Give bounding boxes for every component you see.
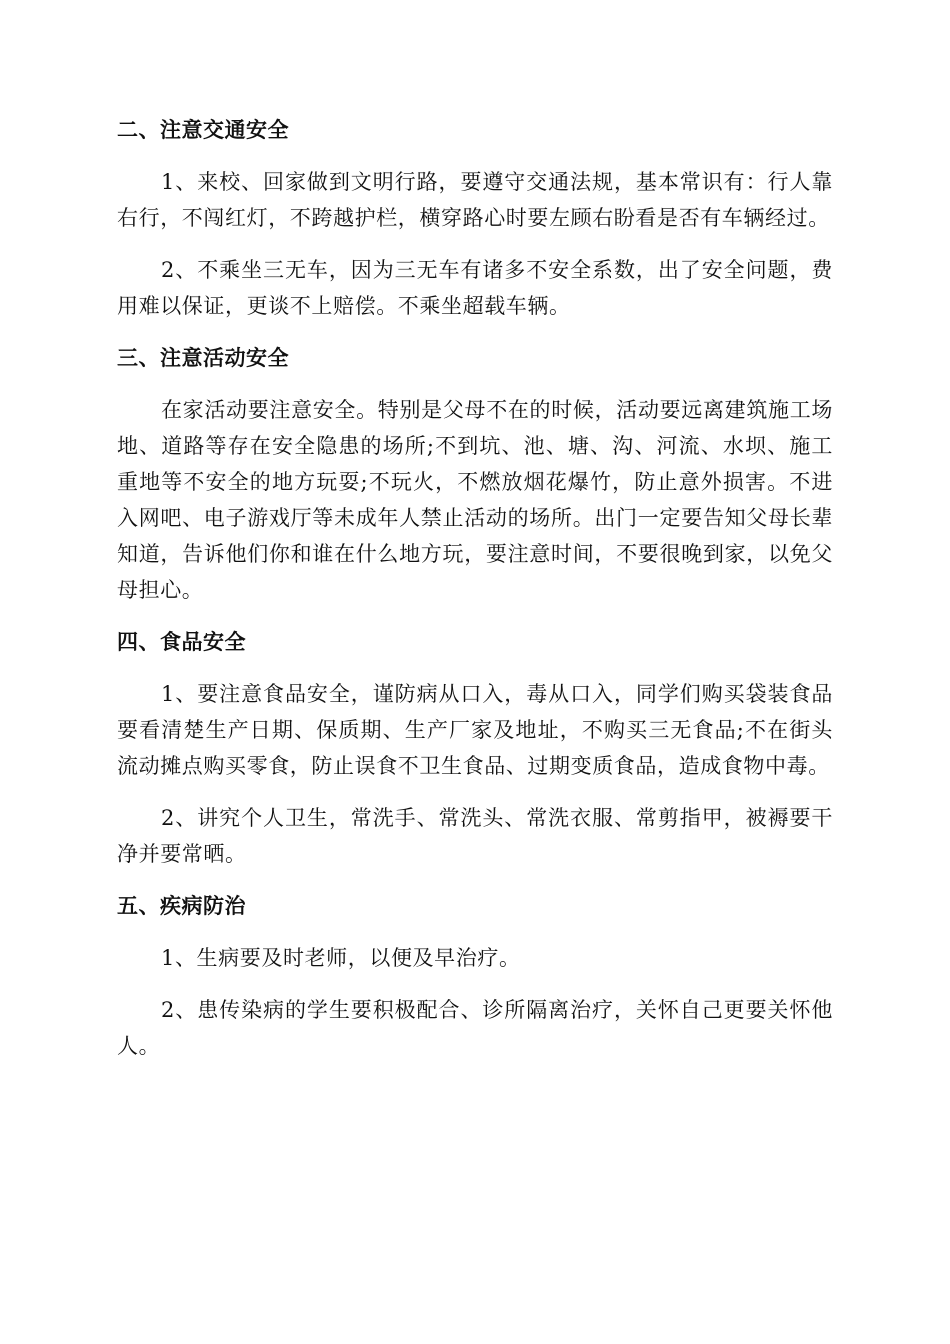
section-paragraph: 1、生病要及时老师，以便及早治疗。 [161,946,521,970]
section-food-safety [117,624,833,872]
section-paragraph: 2、不乘坐三无车，因为三无车有诸多不安全系数，出了安全问题，费用难以保证，更谈不上赔偿。不乘坐超载车辆。 [117,258,833,318]
section-traffic-safety [117,112,833,324]
section-heading: 五、疾病防治 [117,894,246,918]
section-paragraph: 在家活动要注意安全。特别是父母不在的时候，活动要远离建筑施工场地、道路等存在安全隐患的场所;不到坑、池、塘、沟、河流、水坝、施工重地等不安全的地方玩耍;不玩火，不燃放烟花爆竹，防止意外损害。不进入网吧、电子游戏厅等未成年人禁止活动的场所。出门一定要告知父母长辈知道，告诉他们你和谁在什么地方玩，要注意时间，不要很晚到家，以免父母担心。 [117,398,833,602]
section-paragraph: 1、要注意食品安全，谨防病从口入，毒从口入，同学们购买袋装食品要看清楚生产日期、保质期、生产厂家及地址，不购买三无食品;不在街头流动摊点购买零食，防止误食不卫生食品、过期变质食品，造成食物中毒。 [117,682,833,778]
document-body [117,112,833,1080]
section-paragraph: 1、来校、回家做到文明行路，要遵守交通法规，基本常识有：行人靠右行，不闯红灯，不跨越护栏，横穿路心时要左顾右盼看是否有车辆经过。 [117,170,833,230]
section-activity-safety [117,340,833,608]
section-heading: 三、注意活动安全 [117,346,289,370]
section-paragraph: 2、讲究个人卫生，常洗手、常洗头、常洗衣服、常剪指甲，被褥要干净并要常晒。 [117,806,833,866]
section-heading: 二、注意交通安全 [117,118,289,142]
section-disease-prevention [117,888,833,1064]
section-paragraph: 2、患传染病的学生要积极配合、诊所隔离治疗，关怀自己更要关怀他人。 [117,998,833,1058]
section-heading: 四、食品安全 [117,630,246,654]
